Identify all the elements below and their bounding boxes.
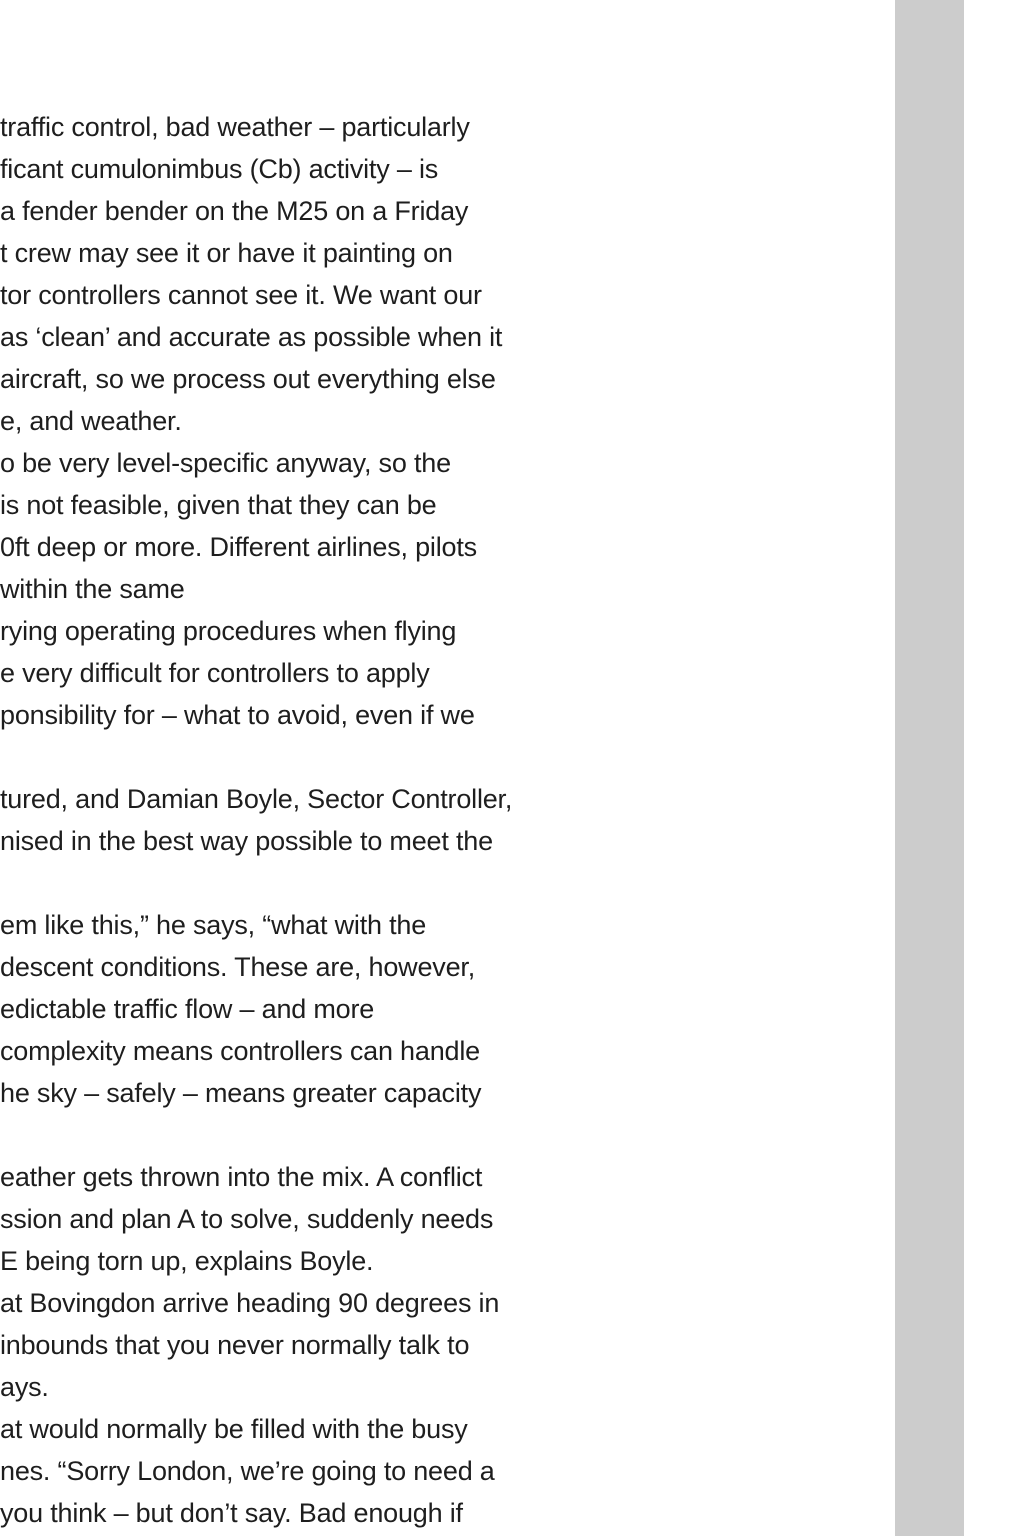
text-line: as ‘clean’ and accurate as possible when it — [0, 322, 503, 352]
text-line: 0ft deep or more. Different airlines, pilots — [0, 532, 477, 562]
text-line: he sky – safely – means greater capacity — [0, 1078, 482, 1108]
page-gutter-bar — [895, 0, 964, 1536]
text-line: descent conditions. These are, however, — [0, 952, 475, 982]
text-line: nes. “Sorry London, we’re going to need a — [0, 1456, 495, 1486]
text-line: em like this,” he says, “what with the — [0, 910, 427, 940]
text-line: you think – but don’t say. Bad enough if — [0, 1498, 463, 1528]
text-line: eather gets thrown into the mix. A conflict — [0, 1162, 483, 1192]
text-line: inbounds that you never normally talk to — [0, 1330, 470, 1360]
text-line: at Bovingdon arrive heading 90 degrees in — [0, 1288, 500, 1318]
text-line: o be very level-specific anyway, so the — [0, 448, 451, 478]
text-line: tured, and Damian Boyle, Sector Controller, — [0, 784, 513, 814]
text-line: rying operating procedures when flying — [0, 616, 457, 646]
text-line: complexity means controllers can handle — [0, 1036, 480, 1066]
text-line: E being torn up, explains Boyle. — [0, 1246, 374, 1276]
text-line: ays. — [0, 1372, 49, 1402]
text-line: ponsibility for – what to avoid, even if we — [0, 700, 475, 730]
text-line: e very difficult for controllers to apply — [0, 658, 430, 688]
text-line: e, and weather. — [0, 406, 182, 436]
text-line: traffic control, bad weather – particularly — [0, 112, 470, 142]
text-line: within the same — [0, 574, 185, 604]
text-line: a fender bender on the M25 on a Friday — [0, 196, 469, 226]
text-line: aircraft, so we process out everything else — [0, 364, 496, 394]
text-line: is not feasible, given that they can be — [0, 490, 437, 520]
article-column — [0, 106, 895, 1536]
text-line: ssion and plan A to solve, suddenly needs — [0, 1204, 494, 1234]
text-line: nised in the best way possible to meet the — [0, 826, 493, 856]
text-line: edictable traffic flow – and more — [0, 994, 375, 1024]
text-line: t crew may see it or have it painting on — [0, 238, 453, 268]
text-line: ficant cumulonimbus (Cb) activity – is — [0, 154, 439, 184]
text-line: tor controllers cannot see it. We want our — [0, 280, 482, 310]
text-line: at would normally be filled with the busy — [0, 1414, 468, 1444]
